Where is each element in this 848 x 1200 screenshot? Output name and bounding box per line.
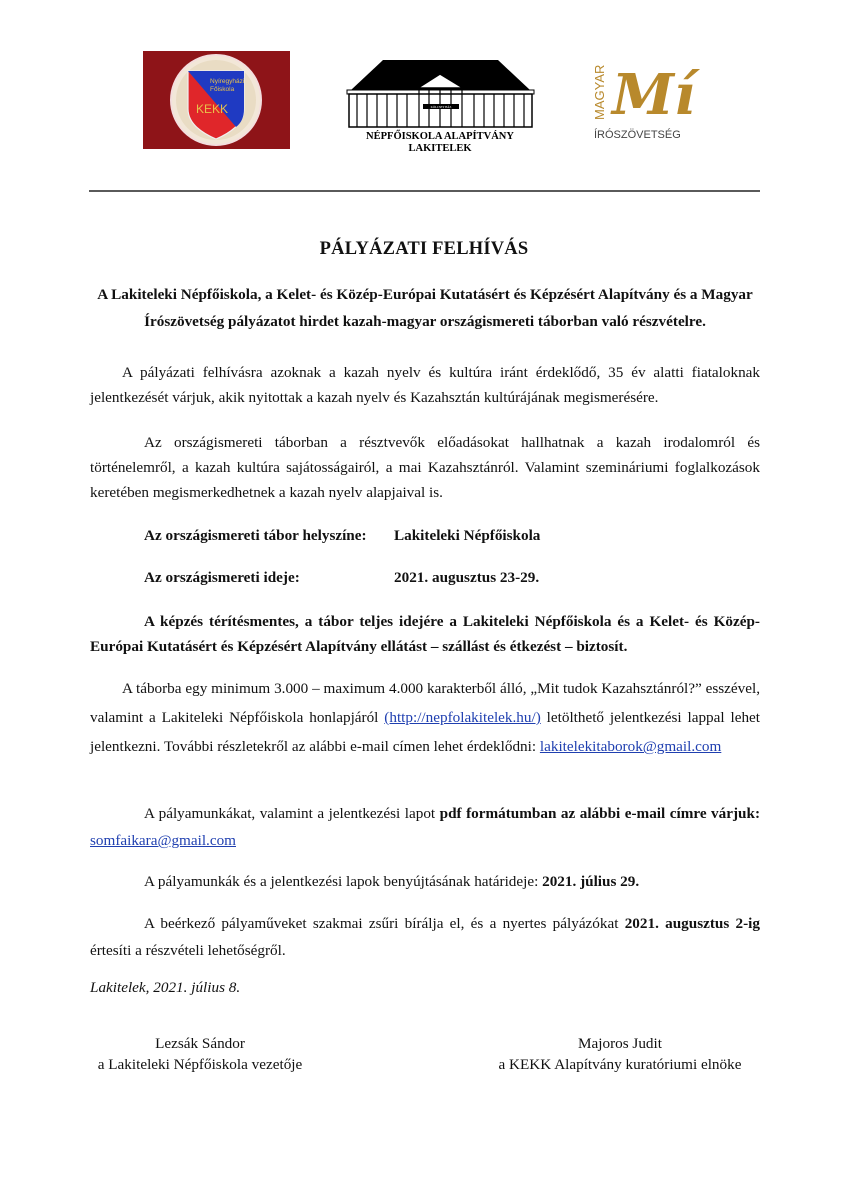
paragraph-evaluation — [90, 910, 760, 964]
nepfoiskola-logo-line1: NÉPFŐISKOLA ALAPÍTVÁNY — [366, 131, 514, 142]
nepfoiskola-logo-line2: LAKITELEK — [408, 143, 472, 154]
paragraph-free-of-charge: A képzés térítésmentes, a tábor teljes idejére a Lakiteleki Népfőiskola és a Kelet- és Közép-Európai Kutatásért és Képzésért Alapítvány ellátást – szállást és étkezést – biztosít. — [90, 613, 760, 655]
signatory-role: a KEKK Alapítvány kuratóriumi elnöke — [498, 1056, 742, 1073]
building-plaque: KÖLCSEY HÁZ — [430, 105, 452, 109]
paragraph-eligibility: A pályázati felhívásra azoknak a kazah nyelv és kultúra iránt érdeklődő, 35 év alatti fiataloknak jelentkezését várjuk, akik nyitottak a kazah nyelv és Kazahsztán kultúrájának megismerésére. — [90, 364, 760, 406]
signature-right — [480, 1033, 760, 1075]
logo-row — [0, 50, 848, 155]
detail-value: Lakiteleki Népfőiskola — [394, 527, 541, 544]
text: A beérkező pályaműveket szakmai zsűri bírálja el, és a nyertes pályázókat — [144, 915, 625, 932]
signatory-role: a Lakiteleki Népfőiskola vezetője — [97, 1056, 303, 1073]
bold-text: pdf formátumban az alábbi e-mail címre várjuk: — [439, 805, 760, 822]
nepfoiskola-logo — [343, 52, 538, 154]
signatory-name: Majoros Judit — [578, 1035, 662, 1052]
kekk-logo-acronym: KEKK — [196, 102, 229, 116]
paragraph-program: Az országismereti táborban a résztvevők előadásokat hallhatnak a kazah irodalomról és történelemről, a kazah kultúra sajátosságairól, a mai Kazahsztánról. Valamint szemináriumi foglalkozások keretében megismerkedhetnek a kazah nyelv alapjaival is. — [90, 434, 760, 501]
iroszovetseg-logo — [590, 52, 700, 147]
detail-label: Az országismereti tábor helyszíne: — [144, 527, 367, 544]
text: A pályamunkákat, valamint a jelentkezési lapot — [144, 805, 440, 822]
paragraph-deadline — [90, 869, 760, 894]
paragraph-application — [90, 674, 760, 761]
deadline-date: 2021. július 29. — [542, 873, 640, 890]
detail-value: 2021. augusztus 23-29. — [394, 569, 540, 586]
document-title: PÁLYÁZATI FELHÍVÁS — [319, 239, 529, 259]
iroszovetseg-logo-mark: Mí — [612, 62, 696, 128]
info-email-link[interactable]: lakitelekitaborok@gmail.com — [539, 738, 722, 755]
signature-left — [80, 1033, 320, 1075]
intro-paragraph: A Lakiteleki Népfőiskola, a Kelet- és Közép-Európai Kutatásért és Képzésért Alapítvány és a Magyar Írószövetség pályázatot hirdet kazah-magyar országismereti táborban való részvételre. — [97, 286, 753, 330]
text: értesíti a részvételi lehetőségről. — [90, 942, 286, 959]
detail-row-location — [144, 527, 540, 545]
detail-label: Az országismereti ideje: — [144, 569, 300, 586]
text: A táborba egy minimum 3.000 – maximum 4.000 karakterből álló, „Mit tudok Kazahsztánról?” esszével, valamint a Lakiteleki Népfőiskola honlapjáról — [90, 680, 760, 726]
paragraph-submission — [90, 800, 760, 854]
website-link[interactable]: (http://nepfolakitelek.hu/) — [384, 709, 541, 726]
submission-email-link[interactable]: somfaikara@gmail.com — [90, 832, 236, 849]
kekk-logo — [143, 51, 290, 149]
iroszovetseg-logo-bottom: ÍRÓSZÖVETSÉG — [594, 129, 681, 141]
header-divider — [89, 190, 760, 192]
text: letölthető jelentkezési lappal lehet jelentkezni. További részletekről az alábbi e-mail címen lehet érdeklődni: — [90, 709, 760, 755]
text: A pályamunkák és a jelentkezési lapok benyújtásának határideje: — [144, 873, 543, 890]
signatory-name: Lezsák Sándor — [155, 1035, 245, 1052]
kekk-logo-line1: Nyíregyházi — [210, 78, 245, 85]
detail-row-date — [144, 569, 539, 587]
place-and-date: Lakitelek, 2021. július 8. — [90, 979, 241, 996]
iroszovetseg-logo-vertical: MAGYAR — [592, 64, 607, 120]
notification-date: 2021. augusztus 2-ig — [624, 915, 760, 932]
kekk-logo-line2: Főiskola — [210, 86, 235, 93]
